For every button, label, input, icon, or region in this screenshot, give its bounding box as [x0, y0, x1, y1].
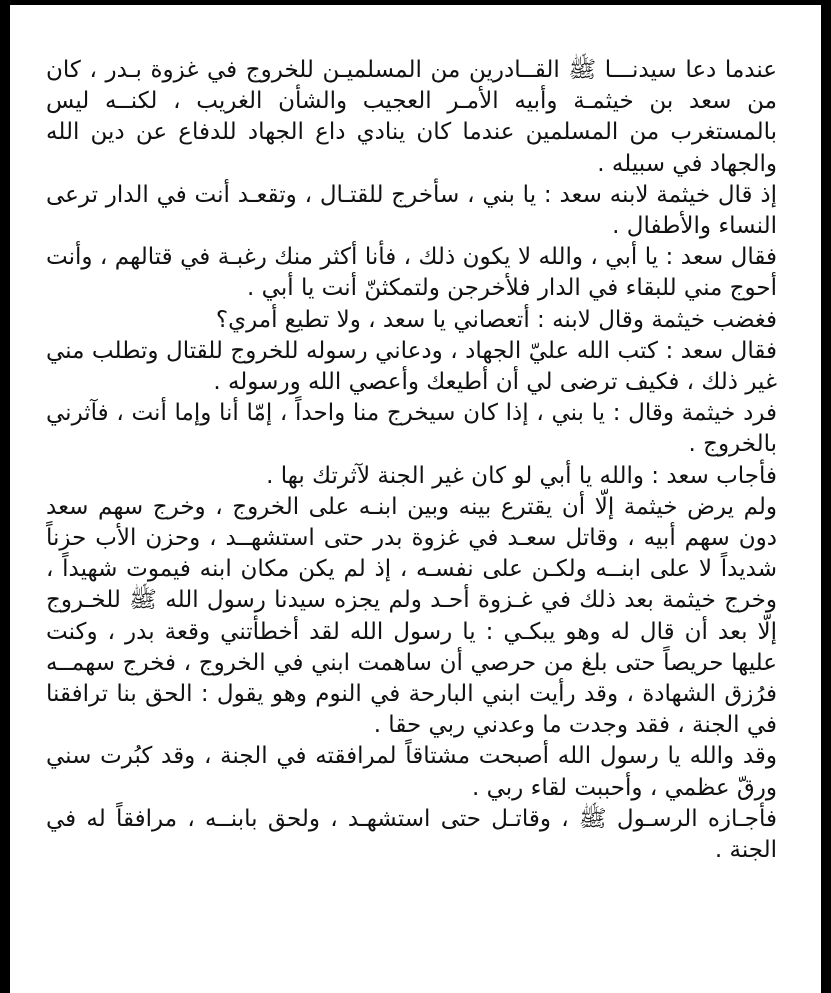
paragraph-2: إذ قال خيثمة لابنه سعد : يا بني ، سأخرج للقتـال ، وتقعـد أنت في الدار ترعى النساء والأطفال . — [46, 181, 777, 240]
document-page — [10, 5, 821, 993]
paragraph-1: عندما دعا سيدنـــا ﷺ القــادرين من المسلميـن للخروج في غزوة بـدر ، كان من سعد بن خيثمـة وأبيه الأمـر العجيب والشأن الغريب ، لكنــه ليس بالمستغرب من المسلمين عندما كان ينادي داع الجهاد للدفاع عن دين الله والجهاد في سبيله . — [46, 57, 777, 177]
article-body — [46, 55, 777, 866]
paragraph-8: ولم يرض خيثمة إلّا أن يقترع بينه وبين ابنـه على الخروج ، وخرج سهم سعد دون سهم أبيه ، وقاتل سعـد في غزوة بدر حتى استشهــد ، وحزن الأب حزناً شديداً لا على ابنــه ولكـن على نفسـه ، إذ لم يكن مكان ابنه فيموت شهيداً ، وخرج خيثمة بعد ذلك في غـزوة أحـد ولم يجزه سيدنا رسول الله ﷺ للخـروج إلّا بعد أن قال له وهو يبكـي : يا رسول الله لقد أخطأتني وقعة بدر ، وكنت عليها حريصاً حتى بلغ من حرصي أن ساهمت ابني في الخروج ، فخرج سهمــه فرُزق الشهادة ، وقد رأيت ابني البارحة في النوم وهو يقول : الحق بنا ترافقنا في الجنة ، فقد وجدت ما وعدني ربي حقا . — [46, 493, 777, 739]
paragraph-10: فأجـازه الرسـول ﷺ ، وقاتـل حتى استشهـد ، ولحق بابنــه ، مرافقاً له في الجنة . — [46, 805, 777, 864]
paragraph-6: فرد خيثمة وقال : يا بني ، إذا كان سيخرج منا واحداً ، إمّا أنا وإما أنت ، فآثرني بالخروج . — [46, 400, 777, 458]
paragraph-4: فغضب خيثمة وقال لابنه : أتعصاني يا سعد ، ولا تطيع أمري؟ — [215, 306, 777, 333]
paragraph-7: فأجاب سعد : والله يا أبي لو كان غير الجنة لآثرتك بها . — [266, 462, 777, 489]
paragraph-5: فقال سعد : كتب الله عليّ الجهاد ، ودعاني رسوله للخروج للقتال وتطلب مني غير ذلك ، فكيف ترضى لي أن أطيعك وأعصي الله ورسوله . — [46, 337, 777, 396]
paragraph-3: فقال سعد : يا أبي ، والله لا يكون ذلك ، فأنا أكثر منك رغبـة في قتالهم ، وأنت أحوج مني للبقاء في الدار فلأخرجن ولتمكثنّ أنت يا أبي . — [46, 244, 777, 302]
paragraph-9: وقد والله يا رسول الله أصبحت مشتاقاً لمرافقته في الجنة ، وقد كبُرت سني ورقّ عظمي ، وأحببت لقاء ربي . — [46, 743, 777, 801]
